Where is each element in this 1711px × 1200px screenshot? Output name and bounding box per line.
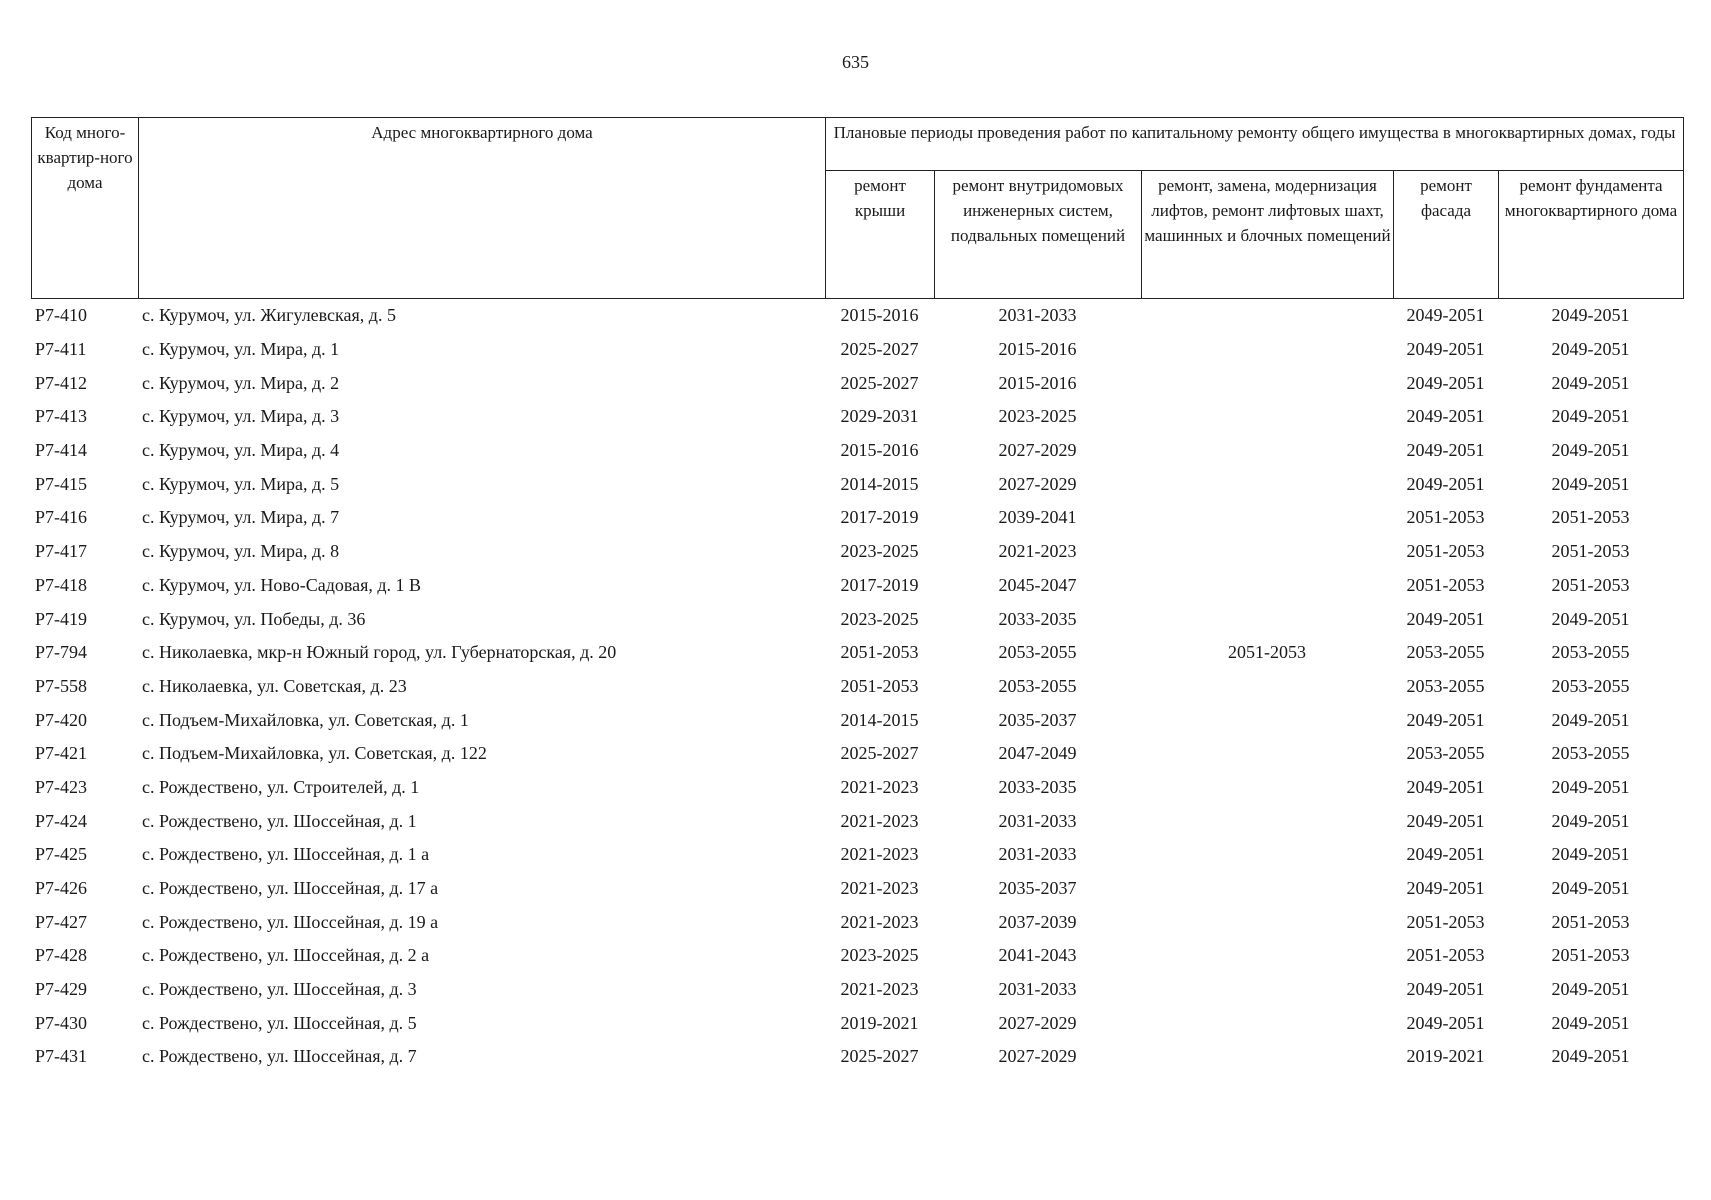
cell-elevators [1141, 569, 1393, 603]
cell-elevators [1141, 467, 1393, 501]
cell-foundation: 2049-2051 [1551, 406, 1630, 427]
cell-facade: 2049-2051 [1406, 305, 1485, 326]
table-row [31, 838, 1683, 872]
cell-facade: 2049-2051 [1406, 372, 1485, 393]
cell-foundation: 2053-2055 [1551, 675, 1630, 696]
cell-roof: 2015-2016 [840, 440, 919, 461]
cell-foundation: 2049-2051 [1551, 473, 1630, 494]
cell-code: Р7-421 [35, 743, 88, 764]
cell-foundation: 2049-2051 [1551, 1046, 1630, 1067]
cell-foundation: 2049-2051 [1551, 979, 1630, 1000]
cell-facade: 2049-2051 [1406, 440, 1485, 461]
cell-elevators [1141, 905, 1393, 939]
cell-foundation: 2051-2053 [1551, 574, 1630, 595]
cell-roof: 2019-2021 [840, 1012, 919, 1033]
table-row [31, 400, 1683, 434]
cell-elevators [1141, 366, 1393, 400]
table-row [31, 804, 1683, 838]
table-row [31, 333, 1683, 367]
cell-address: с. Курумоч, ул. Мира, д. 7 [142, 507, 340, 528]
cell-engineering: 2041-2043 [998, 945, 1077, 966]
table-row [31, 299, 1683, 333]
cell-engineering: 2031-2033 [998, 844, 1077, 865]
page-number: 635 [842, 52, 869, 72]
cell-engineering: 2045-2047 [998, 574, 1077, 595]
cell-address: с. Рождествено, ул. Шоссейная, д. 2 а [142, 945, 430, 966]
cell-facade: 2051-2053 [1406, 541, 1485, 562]
cell-roof: 2025-2027 [840, 372, 919, 393]
cell-roof: 2021-2023 [840, 911, 919, 932]
header-facade: ремонт фасада [1394, 171, 1499, 299]
table-body [31, 299, 1683, 1074]
cell-roof: 2021-2023 [840, 878, 919, 899]
cell-elevators [1141, 333, 1393, 367]
table-row [31, 467, 1683, 501]
cell-foundation: 2049-2051 [1551, 1012, 1630, 1033]
cell-address: с. Рождествено, ул. Шоссейная, д. 1 а [142, 844, 430, 865]
cell-foundation: 2049-2051 [1551, 339, 1630, 360]
cell-roof: 2021-2023 [840, 810, 919, 831]
cell-address: с. Рождествено, ул. Шоссейная, д. 1 [142, 810, 417, 831]
cell-address: с. Николаевка, мкр-н Южный город, ул. Губернаторская, д. 20 [142, 642, 617, 663]
cell-address: с. Курумоч, ул. Победы, д. 36 [142, 608, 366, 629]
cell-address: с. Рождествено, ул. Шоссейная, д. 7 [142, 1046, 417, 1067]
cell-facade: 2049-2051 [1406, 709, 1485, 730]
table-row [31, 872, 1683, 906]
cell-engineering: 2047-2049 [998, 743, 1077, 764]
cell-roof: 2023-2025 [840, 945, 919, 966]
table-row [31, 569, 1683, 603]
cell-engineering: 2027-2029 [998, 440, 1077, 461]
cell-engineering: 2053-2055 [998, 675, 1077, 696]
cell-address: с. Подъем-Михайловка, ул. Советская, д. 122 [142, 743, 487, 764]
cell-address: с. Рождествено, ул. Строителей, д. 1 [142, 776, 420, 797]
cell-address: с. Курумоч, ул. Мира, д. 3 [142, 406, 340, 427]
cell-elevators [1141, 434, 1393, 468]
cell-code: Р7-416 [35, 507, 88, 528]
cell-engineering: 2031-2033 [998, 979, 1077, 1000]
cell-facade: 2051-2053 [1406, 911, 1485, 932]
cell-code: Р7-414 [35, 440, 88, 461]
cell-code: Р7-427 [35, 911, 88, 932]
cell-foundation: 2053-2055 [1551, 642, 1630, 663]
cell-roof: 2029-2031 [840, 406, 919, 427]
header-roof: ремонт крыши [826, 171, 935, 299]
cell-address: с. Курумоч, ул. Мира, д. 5 [142, 473, 340, 494]
cell-roof: 2021-2023 [840, 844, 919, 865]
cell-facade: 2053-2055 [1406, 642, 1485, 663]
cell-address: с. Рождествено, ул. Шоссейная, д. 5 [142, 1012, 417, 1033]
cell-facade: 2049-2051 [1406, 608, 1485, 629]
cell-roof: 2014-2015 [840, 473, 919, 494]
cell-address: с. Курумоч, ул. Жигулевская, д. 5 [142, 305, 396, 326]
cell-engineering: 2027-2029 [998, 1046, 1077, 1067]
cell-foundation: 2049-2051 [1551, 776, 1630, 797]
cell-address: с. Курумоч, ул. Ново-Садовая, д. 1 В [142, 574, 422, 595]
cell-foundation: 2049-2051 [1551, 305, 1630, 326]
cell-roof: 2051-2053 [840, 675, 919, 696]
cell-facade: 2049-2051 [1406, 406, 1485, 427]
cell-roof: 2017-2019 [840, 574, 919, 595]
cell-facade: 2049-2051 [1406, 339, 1485, 360]
cell-code: Р7-419 [35, 608, 88, 629]
table-row [31, 602, 1683, 636]
cell-roof: 2025-2027 [840, 743, 919, 764]
cell-foundation: 2049-2051 [1551, 440, 1630, 461]
cell-code: Р7-431 [35, 1046, 88, 1067]
cell-code: Р7-411 [35, 339, 87, 360]
cell-code: Р7-423 [35, 776, 88, 797]
cell-engineering: 2021-2023 [998, 541, 1077, 562]
cell-facade: 2049-2051 [1406, 1012, 1485, 1033]
cell-elevators [1141, 535, 1393, 569]
cell-elevators [1141, 737, 1393, 771]
cell-roof: 2021-2023 [840, 776, 919, 797]
cell-facade: 2049-2051 [1406, 844, 1485, 865]
cell-address: с. Курумоч, ул. Мира, д. 2 [142, 372, 340, 393]
cell-foundation: 2053-2055 [1551, 743, 1630, 764]
cell-roof: 2023-2025 [840, 541, 919, 562]
cell-elevators [1141, 703, 1393, 737]
table-row [31, 1040, 1683, 1074]
cell-elevators [1141, 838, 1393, 872]
cell-code: Р7-410 [35, 305, 88, 326]
cell-code: Р7-425 [35, 844, 88, 865]
cell-facade: 2049-2051 [1406, 776, 1485, 797]
table-row [31, 636, 1683, 670]
cell-facade: 2051-2053 [1406, 574, 1485, 595]
cell-engineering: 2035-2037 [998, 709, 1077, 730]
cell-elevators [1141, 973, 1393, 1007]
table-row [31, 737, 1683, 771]
cell-engineering: 2023-2025 [998, 406, 1077, 427]
table-row [31, 703, 1683, 737]
cell-code: Р7-413 [35, 406, 88, 427]
repair-schedule-table [31, 117, 1683, 1074]
cell-facade: 2049-2051 [1406, 878, 1485, 899]
cell-address: с. Рождествено, ул. Шоссейная, д. 3 [142, 979, 417, 1000]
cell-facade: 2053-2055 [1406, 743, 1485, 764]
cell-code: Р7-415 [35, 473, 88, 494]
cell-code: Р7-558 [35, 675, 88, 696]
cell-facade: 2049-2051 [1406, 979, 1485, 1000]
cell-address: с. Курумоч, ул. Мира, д. 4 [142, 440, 340, 461]
cell-engineering: 2027-2029 [998, 473, 1077, 494]
cell-roof: 2023-2025 [840, 608, 919, 629]
cell-code: Р7-428 [35, 945, 88, 966]
cell-elevators [1141, 1040, 1393, 1074]
header-address: Адрес многоквартирного дома [139, 118, 826, 299]
table-row [31, 501, 1683, 535]
cell-code: Р7-420 [35, 709, 88, 730]
cell-engineering: 2031-2033 [998, 305, 1077, 326]
cell-address: с. Рождествено, ул. Шоссейная, д. 19 а [142, 911, 439, 932]
cell-code: Р7-417 [35, 541, 88, 562]
cell-roof: 2025-2027 [840, 1046, 919, 1067]
table-row [31, 973, 1683, 1007]
cell-engineering: 2037-2039 [998, 911, 1077, 932]
table-row [31, 771, 1683, 805]
cell-engineering: 2015-2016 [998, 339, 1077, 360]
cell-foundation: 2051-2053 [1551, 507, 1630, 528]
table-row [31, 434, 1683, 468]
cell-address: с. Курумоч, ул. Мира, д. 1 [142, 339, 340, 360]
cell-elevators [1141, 501, 1393, 535]
cell-foundation: 2051-2053 [1551, 945, 1630, 966]
cell-elevators [1141, 299, 1393, 333]
cell-elevators [1141, 939, 1393, 973]
cell-facade: 2049-2051 [1406, 473, 1485, 494]
cell-facade: 2051-2053 [1406, 945, 1485, 966]
cell-code: Р7-424 [35, 810, 88, 831]
cell-roof: 2021-2023 [840, 979, 919, 1000]
table-row [31, 670, 1683, 704]
cell-roof: 2017-2019 [840, 507, 919, 528]
header-elevators: ремонт, замена, модернизация лифтов, ремонт лифтовых шахт, машинных и блочных помещений [1142, 171, 1394, 299]
cell-engineering: 2033-2035 [998, 776, 1077, 797]
cell-engineering: 2053-2055 [998, 642, 1077, 663]
cell-foundation: 2049-2051 [1551, 844, 1630, 865]
cell-elevators [1141, 872, 1393, 906]
cell-foundation: 2049-2051 [1551, 608, 1630, 629]
cell-foundation: 2049-2051 [1551, 878, 1630, 899]
cell-roof: 2015-2016 [840, 305, 919, 326]
cell-address: с. Подъем-Михайловка, ул. Советская, д. 1 [142, 709, 469, 730]
cell-foundation: 2049-2051 [1551, 810, 1630, 831]
table-row [31, 535, 1683, 569]
header-engineering: ремонт внутридомовых инженерных систем, подвальных помещений [935, 171, 1142, 299]
cell-roof: 2025-2027 [840, 339, 919, 360]
cell-engineering: 2027-2029 [998, 1012, 1077, 1033]
cell-elevators [1141, 804, 1393, 838]
cell-elevators [1141, 670, 1393, 704]
table-row [31, 939, 1683, 973]
table-header [31, 117, 1684, 299]
cell-engineering: 2039-2041 [998, 507, 1077, 528]
cell-code: Р7-412 [35, 372, 88, 393]
cell-engineering: 2015-2016 [998, 372, 1077, 393]
header-code: Код много-квартир-ного дома [32, 118, 139, 299]
cell-roof: 2014-2015 [840, 709, 919, 730]
cell-elevators [1141, 771, 1393, 805]
header-periods: Плановые периоды проведения работ по капитальному ремонту общего имущества в многоквартирных домах, годы [826, 118, 1684, 171]
table-row [31, 1006, 1683, 1040]
cell-foundation: 2049-2051 [1551, 372, 1630, 393]
cell-foundation: 2051-2053 [1551, 911, 1630, 932]
cell-foundation: 2049-2051 [1551, 709, 1630, 730]
cell-roof: 2051-2053 [840, 642, 919, 663]
header-foundation: ремонт фундамента многоквартирного дома [1499, 171, 1684, 299]
cell-facade: 2049-2051 [1406, 810, 1485, 831]
cell-elevators [1141, 400, 1393, 434]
cell-facade: 2019-2021 [1406, 1046, 1485, 1067]
cell-engineering: 2035-2037 [998, 878, 1077, 899]
cell-address: с. Николаевка, ул. Советская, д. 23 [142, 675, 407, 696]
cell-elevators [1141, 1006, 1393, 1040]
cell-code: Р7-430 [35, 1012, 88, 1033]
table-row [31, 366, 1683, 400]
cell-elevators: 2051-2053 [1228, 642, 1306, 663]
cell-code: Р7-794 [35, 642, 88, 663]
cell-code: Р7-429 [35, 979, 88, 1000]
cell-code: Р7-426 [35, 878, 88, 899]
cell-engineering: 2031-2033 [998, 810, 1077, 831]
cell-facade: 2051-2053 [1406, 507, 1485, 528]
cell-address: с. Рождествено, ул. Шоссейная, д. 17 а [142, 878, 439, 899]
cell-elevators [1141, 602, 1393, 636]
cell-foundation: 2051-2053 [1551, 541, 1630, 562]
table-row [31, 905, 1683, 939]
cell-code: Р7-418 [35, 574, 88, 595]
cell-address: с. Курумоч, ул. Мира, д. 8 [142, 541, 340, 562]
cell-engineering: 2033-2035 [998, 608, 1077, 629]
cell-facade: 2053-2055 [1406, 675, 1485, 696]
